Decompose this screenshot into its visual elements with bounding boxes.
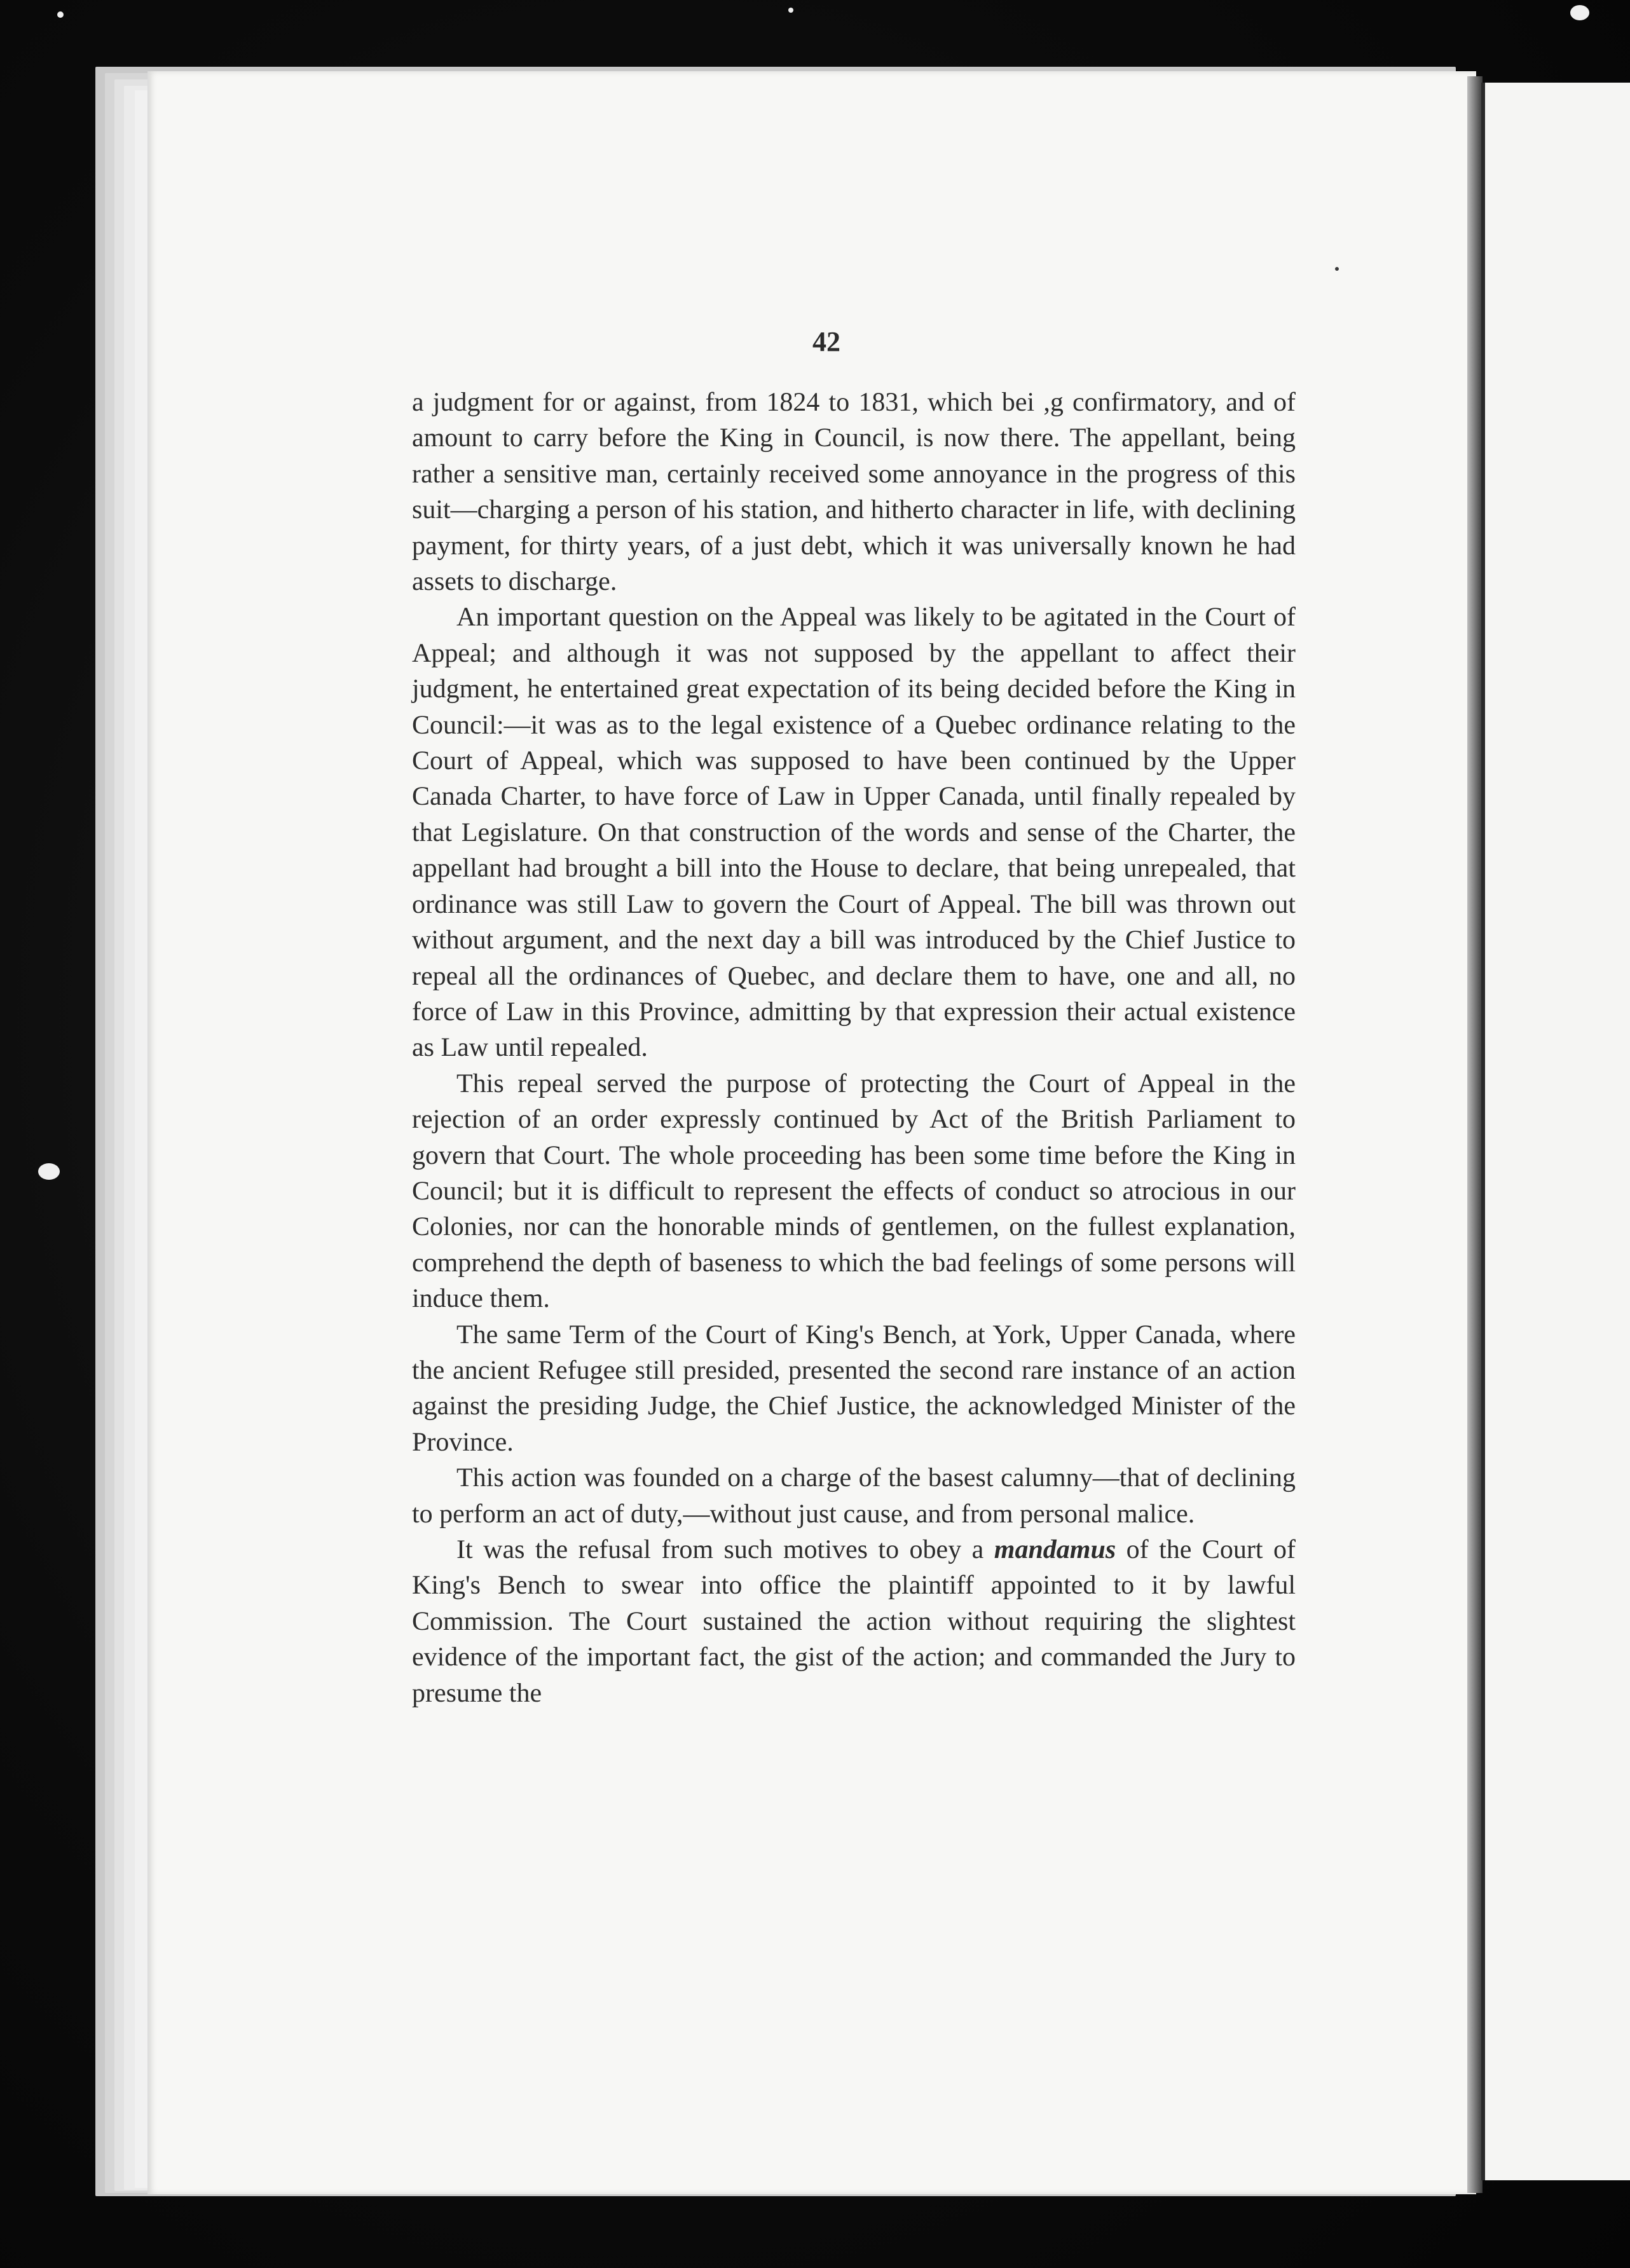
paragraph: This action was founded on a charge of the basest calumny—that of declining to perform an act of duty,—without just cause, and from personal malice. — [412, 1463, 1296, 1529]
paragraph: An important question on the Appeal was likely to be agitated in the Court of Appeal; and although it was not supposed by the appellant to affect their judgment, he entertained great expectation of its being decided before the King in Council:—it was as to the legal existence of a Quebec ordinance relating to the Court of Appeal, which was supposed to have been continued by the Upper Canada Charter, to have force of Law in Upper Canada, until finally repealed by that Legislature. On that construction of the words and sense of the Charter, the appellant had brought a bill into the House to declare, that being unrepealed, that ordinance was still Law to govern the Court of Appeal. The bill was thrown out without argument, and the next day a bill was introduced by the Chief Justice to repeal all the ordinances of Quebec, and declare them to have, one and all, no force of Law in this Province, admitting by that expression their actual existence as Law until repealed. — [412, 603, 1296, 1063]
paragraph: This repeal served the purpose of protecting the Court of Appeal in the rejection of an order expressly continued by Act of the British Parliament to govern that Court. The whole proceeding has been some time before the King in Council; but it is difficult to represent the effects of conduct so atrocious in our Colonies, nor can the honorable minds of gentlemen, on the fullest explanation, comprehend the depth of baseness to which the bad feelings of some persons will induce them. — [412, 1069, 1296, 1314]
paragraph: a judgment for or against, from 1824 to 1831, which bei ,g confirmatory, and of amount to carry before the King in Council, is now there. The appellant, being rather a sensitive man, certainly received some annoyance in the progress of this suit—charging a person of his station, and hitherto character in life, with declining payment, for thirty years, of a just debt, which it was universally known he had assets to discharge. — [412, 388, 1296, 597]
paragraph: The same Term of the Court of King's Bench, at York, Upper Canada, where the ancient Refugee still presided, presented the second rare instance of an action against the presiding Judge, the Chief Justice, the acknowledged Minister of the Province. — [412, 1320, 1296, 1457]
page-number: 42 — [812, 326, 840, 357]
scan-speck — [788, 8, 793, 13]
scan-speck — [1570, 5, 1589, 20]
paragraph — [412, 1532, 1296, 1711]
body-text — [412, 385, 1296, 1711]
scan-speck — [57, 11, 64, 18]
paragraph-text: of the Court of King's Bench to swear into office the plaintiff appointed to it by lawful Commission. The Court sustained the action without requiring the slightest evidence of the important fact, the gist of the action; and commanded the Jury to presume the — [412, 1535, 1296, 1708]
paragraph-text: It was the refusal from such motives to obey a — [456, 1535, 994, 1564]
emphasized-term: mandamus — [994, 1535, 1116, 1564]
scan-speck — [1335, 267, 1339, 271]
book-gutter — [1467, 76, 1483, 2193]
scan-speck — [38, 1163, 60, 1180]
facing-page — [1481, 83, 1630, 2180]
